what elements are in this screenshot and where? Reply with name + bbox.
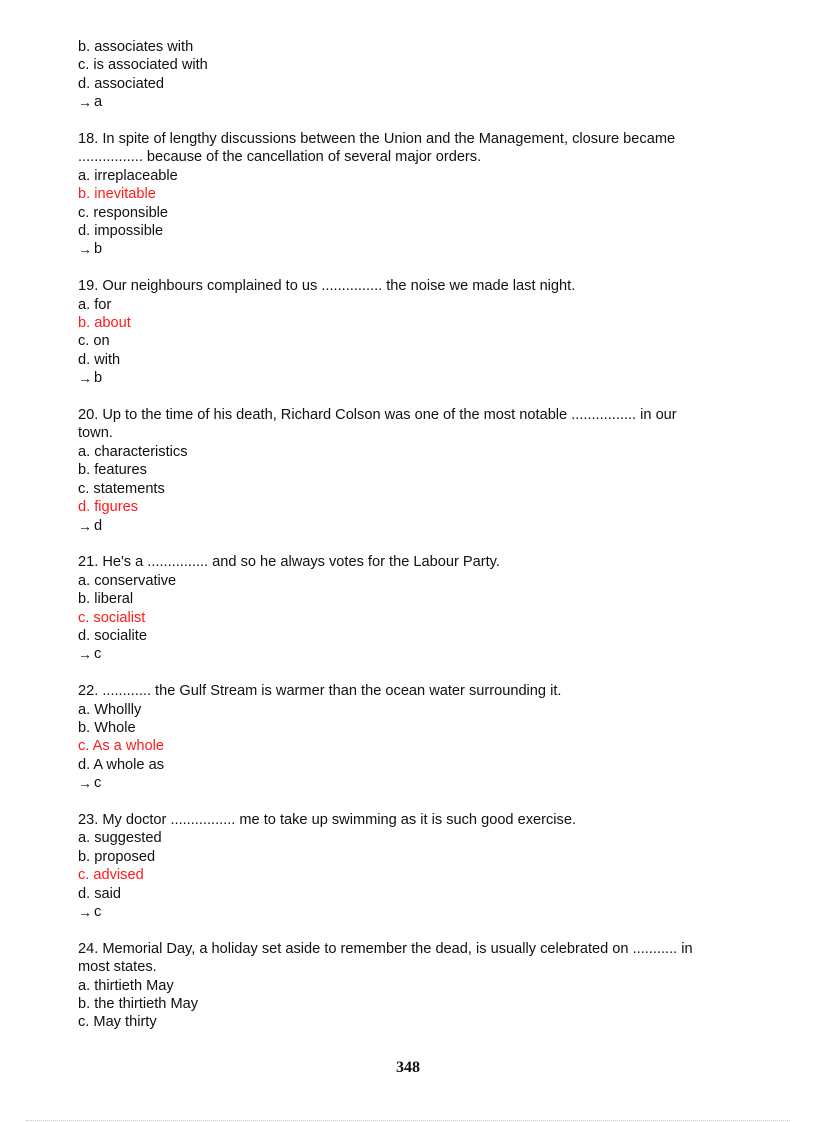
question-text: most states. bbox=[78, 959, 157, 976]
option-line: d. socialite bbox=[78, 627, 147, 644]
option-line: a. characteristics bbox=[78, 443, 188, 460]
option-line: a. for bbox=[78, 296, 112, 313]
answer-line bbox=[78, 517, 773, 535]
option-line: c. is associated with bbox=[78, 57, 208, 74]
spacer bbox=[78, 259, 773, 277]
question-text: 21. He's a ............... and so he always votes for the Labour Party. bbox=[78, 554, 500, 571]
answer-letter: c bbox=[94, 904, 102, 920]
right-arrow-icon: → bbox=[78, 370, 92, 387]
spacer bbox=[78, 793, 773, 811]
spacer bbox=[78, 112, 773, 130]
spacer bbox=[78, 921, 773, 939]
document-body bbox=[78, 38, 773, 1032]
question-block bbox=[78, 811, 773, 921]
answer-letter: c bbox=[94, 646, 102, 663]
answer-line bbox=[78, 240, 773, 258]
option-line: d. associated bbox=[78, 75, 164, 92]
right-arrow-icon: → bbox=[78, 775, 92, 792]
answer-letter: c bbox=[94, 775, 102, 792]
question-block bbox=[78, 406, 773, 535]
answer-line bbox=[78, 645, 773, 663]
option-line: b. the thirtieth May bbox=[78, 996, 199, 1013]
right-arrow-icon: → bbox=[78, 241, 92, 258]
option-line: a. irreplaceable bbox=[78, 167, 178, 184]
answer-line bbox=[78, 903, 773, 921]
answer-letter: b bbox=[94, 241, 103, 258]
option-line: b. proposed bbox=[78, 848, 156, 865]
question-text: 19. Our neighbours complained to us ............... the noise we made last night. bbox=[78, 278, 576, 295]
option-line: c. statements bbox=[78, 480, 165, 497]
answer-line bbox=[78, 774, 773, 792]
option-line: c. socialist bbox=[78, 609, 146, 626]
option-line: d. with bbox=[78, 351, 121, 368]
question-text: 23. My doctor ................ me to take up swimming as it is such good exercise. bbox=[78, 811, 577, 828]
question-text: 18. In spite of lengthy discussions between the Union and the Management, closure became bbox=[78, 131, 676, 148]
page-number: 348 bbox=[396, 1059, 420, 1076]
option-line: b. associates with bbox=[78, 39, 194, 55]
answer-line bbox=[78, 93, 773, 111]
question-text: ................ because of the cancellation of several major orders. bbox=[78, 149, 482, 166]
option-line: b. Whole bbox=[78, 719, 136, 736]
right-arrow-icon: → bbox=[78, 904, 92, 920]
spacer bbox=[78, 664, 773, 682]
question-text: 20. Up to the time of his death, Richard Colson was one of the most notable ................ in our bbox=[78, 407, 677, 424]
option-line: b. about bbox=[78, 315, 131, 332]
question-block bbox=[78, 940, 773, 1032]
option-line: b. features bbox=[78, 462, 147, 479]
option-line: b. liberal bbox=[78, 591, 134, 608]
option-line: a. thirtieth May bbox=[78, 977, 174, 994]
question-text: 24. Memorial Day, a holiday set aside to remember the dead, is usually celebrated on ........... in bbox=[78, 940, 693, 957]
right-arrow-icon: → bbox=[78, 646, 92, 663]
option-line: a. suggested bbox=[78, 830, 162, 847]
right-arrow-icon: → bbox=[78, 517, 92, 534]
question-block bbox=[78, 130, 773, 259]
question-block bbox=[78, 553, 773, 663]
option-line: c. May thirty bbox=[78, 1014, 157, 1031]
option-line: c. As a whole bbox=[78, 738, 164, 755]
option-line: c. advised bbox=[78, 867, 144, 884]
question-block bbox=[78, 277, 773, 387]
option-line: d. A whole as bbox=[78, 756, 165, 773]
option-line: b. inevitable bbox=[78, 186, 156, 203]
answer-letter: d bbox=[94, 517, 103, 534]
option-line: a. Whollly bbox=[78, 701, 142, 718]
footer-divider bbox=[26, 1120, 790, 1121]
spacer bbox=[78, 388, 773, 406]
option-line: d. impossible bbox=[78, 223, 164, 240]
spacer bbox=[78, 535, 773, 553]
option-line: c. on bbox=[78, 333, 110, 350]
question-text: town. bbox=[78, 425, 113, 442]
answer-letter: b bbox=[94, 370, 103, 387]
question-block bbox=[78, 682, 773, 792]
question-text: 22. ............ the Gulf Stream is warmer than the ocean water surrounding it. bbox=[78, 683, 562, 700]
right-arrow-icon: → bbox=[78, 94, 92, 111]
option-line: d. figures bbox=[78, 499, 139, 516]
answer-letter: a bbox=[94, 94, 103, 111]
answer-line bbox=[78, 369, 773, 387]
option-line: d. said bbox=[78, 885, 121, 902]
option-line: c. responsible bbox=[78, 204, 169, 221]
option-line: a. conservative bbox=[78, 572, 177, 589]
